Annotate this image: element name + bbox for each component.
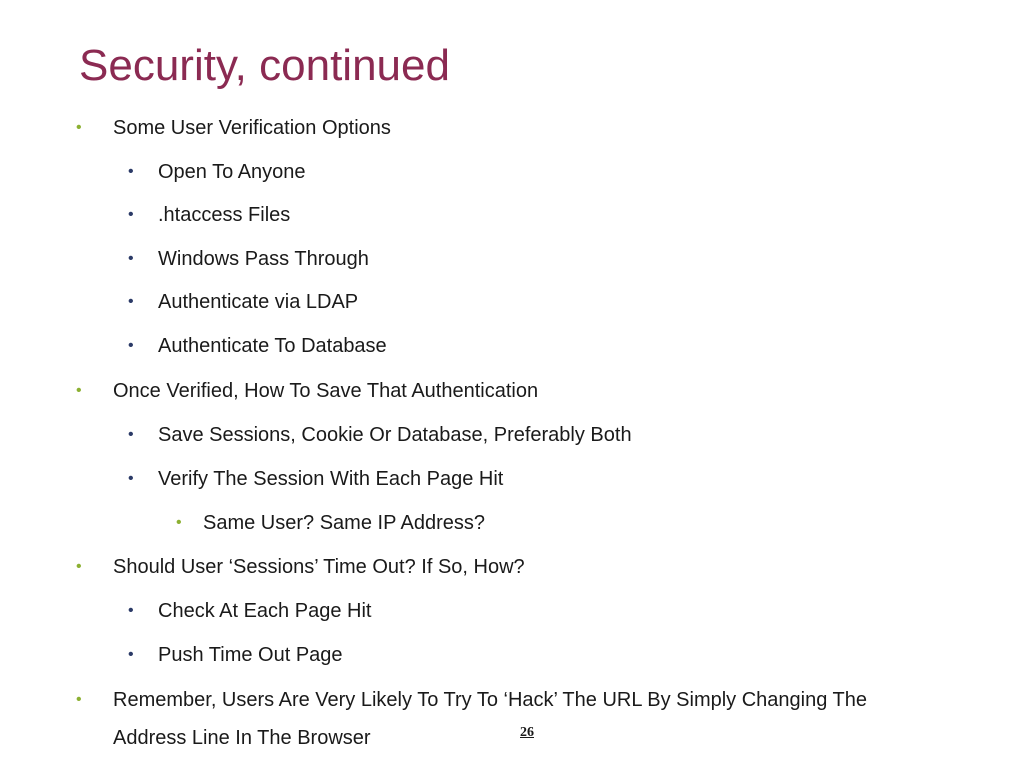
bullet-icon: • — [128, 646, 134, 663]
bullet-text: Authenticate To Database — [158, 335, 387, 357]
bullet-icon: • — [128, 293, 134, 310]
bullet-icon: • — [76, 691, 82, 708]
page-number: 26 — [520, 725, 534, 740]
bullet-item — [128, 460, 504, 498]
bullet-item — [76, 548, 525, 586]
bullet-item — [128, 153, 306, 191]
bullet-text: Remember, Users Are Very Likely To Try To ‘Hack’ The URL By Simply Changing The Address Line In The Browser — [113, 689, 868, 749]
bullet-icon: • — [128, 250, 134, 267]
bullet-icon: • — [76, 119, 82, 136]
bullet-text: Verify The Session With Each Page Hit — [158, 468, 504, 490]
bullet-icon: • — [128, 470, 134, 487]
bullet-icon: • — [128, 337, 134, 354]
bullet-icon: • — [176, 514, 182, 531]
bullet-text: Windows Pass Through — [158, 248, 369, 270]
bullet-text: Push Time Out Page — [158, 644, 343, 666]
bullet-icon: • — [76, 558, 82, 575]
bullet-item — [128, 636, 343, 674]
bullet-icon: • — [76, 382, 82, 399]
bullet-item — [76, 372, 539, 410]
bullet-item — [176, 504, 485, 542]
slide-title: Security, continued — [79, 41, 450, 90]
bullet-item — [128, 592, 372, 630]
bullet-text: Save Sessions, Cookie Or Database, Preferably Both — [158, 424, 632, 446]
bullet-icon: • — [128, 426, 134, 443]
bullet-item — [76, 109, 391, 147]
bullet-text: Some User Verification Options — [113, 117, 391, 139]
bullet-icon: • — [128, 163, 134, 180]
bullet-item — [128, 416, 632, 454]
bullet-item — [128, 196, 291, 234]
bullet-text: Authenticate via LDAP — [158, 291, 359, 313]
bullet-item — [128, 283, 359, 321]
bullet-item — [128, 240, 369, 278]
bullet-text: Same User? Same IP Address? — [203, 512, 485, 534]
bullet-text: Check At Each Page Hit — [158, 600, 372, 622]
bullet-text: .htaccess Files — [158, 204, 291, 226]
bullet-icon: • — [128, 602, 134, 619]
bullet-text: Should User ‘Sessions’ Time Out? If So, How? — [113, 556, 525, 578]
bullet-text: Once Verified, How To Save That Authentication — [113, 380, 539, 402]
bullet-item — [76, 681, 943, 757]
bullet-icon: • — [128, 206, 134, 223]
bullet-text: Open To Anyone — [158, 161, 306, 183]
bullet-item — [128, 327, 387, 365]
